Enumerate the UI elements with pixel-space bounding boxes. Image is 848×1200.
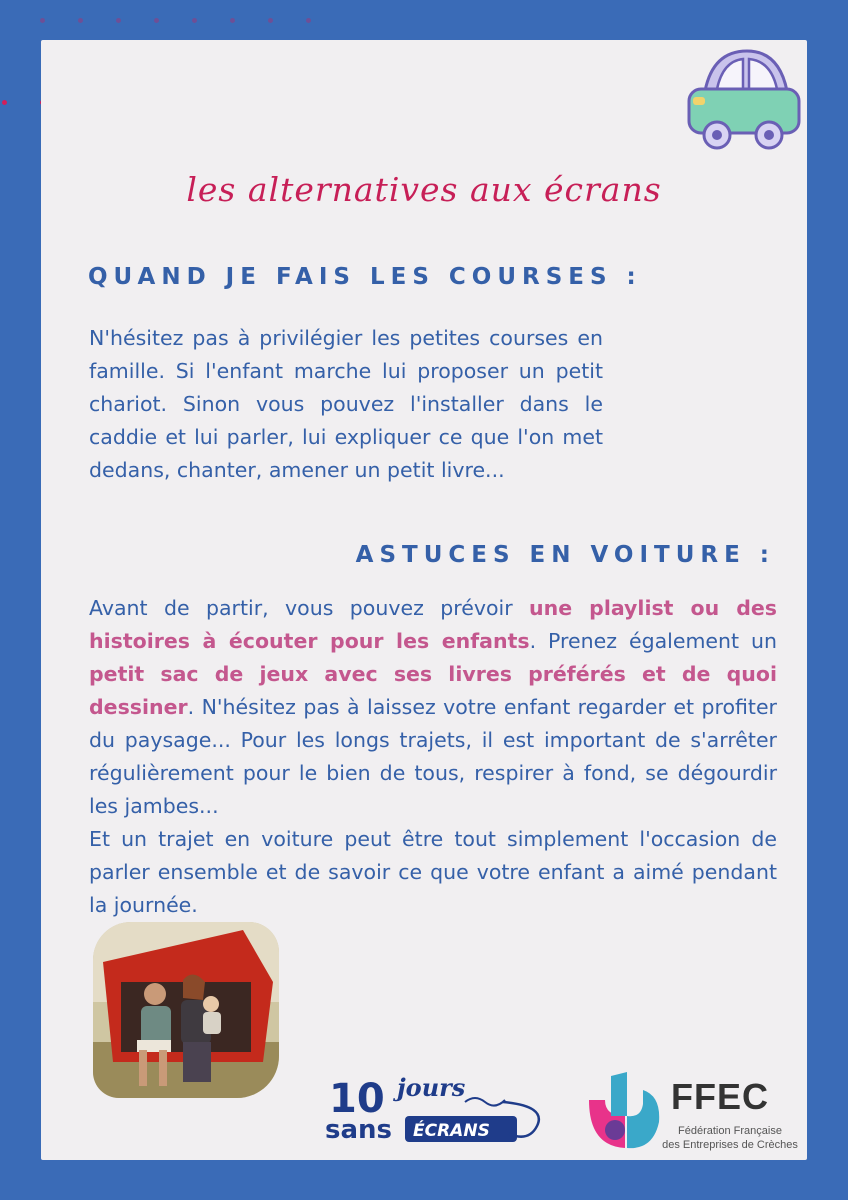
logo-ecrans: ÉCRANS — [413, 1121, 490, 1141]
logo-sans: sans — [325, 1115, 393, 1145]
text-segment: Et un trajet en voiture peut être tout simplement l'occasion de parler ensemble et de savoir ce que votre enfant a aimé pendant la journée. — [89, 827, 777, 917]
decorative-dot — [116, 18, 121, 23]
text-segment: Avant de partir, vous pouvez prévoir — [89, 596, 530, 620]
text-segment: . N'hésitez pas à laissez votre enfant regarder et profiter du paysage... Pour les longs trajets, il est important de s'arrêter régulièrement pour le bien de tous, respirer à fond, se dégourdir les jambes... — [89, 695, 777, 818]
page-title: les alternatives aux écrans — [186, 170, 662, 209]
10-jours-sans-ecrans-logo — [325, 1072, 555, 1150]
decorative-dot — [230, 18, 235, 23]
decorative-dot — [268, 18, 273, 23]
section-heading-voiture: ASTUCES EN VOITURE : — [355, 542, 775, 568]
decorative-dot — [2, 100, 7, 105]
decorative-dot — [306, 18, 311, 23]
ffec-subtitle-line1: Fédération Française — [678, 1125, 782, 1137]
logo-number: 10 — [329, 1076, 385, 1122]
decorative-dot — [154, 18, 159, 23]
highlight-playlist: une playlist ou des histoires à écouter pour les enfants — [89, 596, 777, 653]
ffec-name: FFEC — [671, 1076, 769, 1117]
section-text-courses: N'hésitez pas à privilégier les petites courses en famille. Si l'enfant marche lui proposer un petit chariot. Sinon vous pouvez l'installer dans le caddie et lui parler, lui expliquer ce que l'on met dedans, chanter, amener un petit livre... — [89, 326, 603, 482]
content-card — [41, 40, 807, 1160]
car-illustration — [683, 43, 803, 155]
text-segment: . Prenez également un — [529, 629, 777, 653]
logo-jours: jours — [397, 1073, 466, 1102]
decorative-dot — [78, 18, 83, 23]
ffec-subtitle — [655, 1124, 805, 1152]
section-text-voiture — [89, 592, 777, 922]
family-car-photo — [93, 922, 279, 1098]
decorative-dot — [192, 18, 197, 23]
ffec-subtitle-line2: des Entreprises de Crèches — [662, 1139, 798, 1151]
ffec-logo-mark — [581, 1070, 661, 1152]
highlight-sac-de-jeux: petit sac de jeux avec ses livres préférés et de quoi dessiner — [89, 662, 777, 719]
decorative-dot — [40, 18, 45, 23]
section-heading-courses: QUAND JE FAIS LES COURSES : — [88, 264, 642, 290]
